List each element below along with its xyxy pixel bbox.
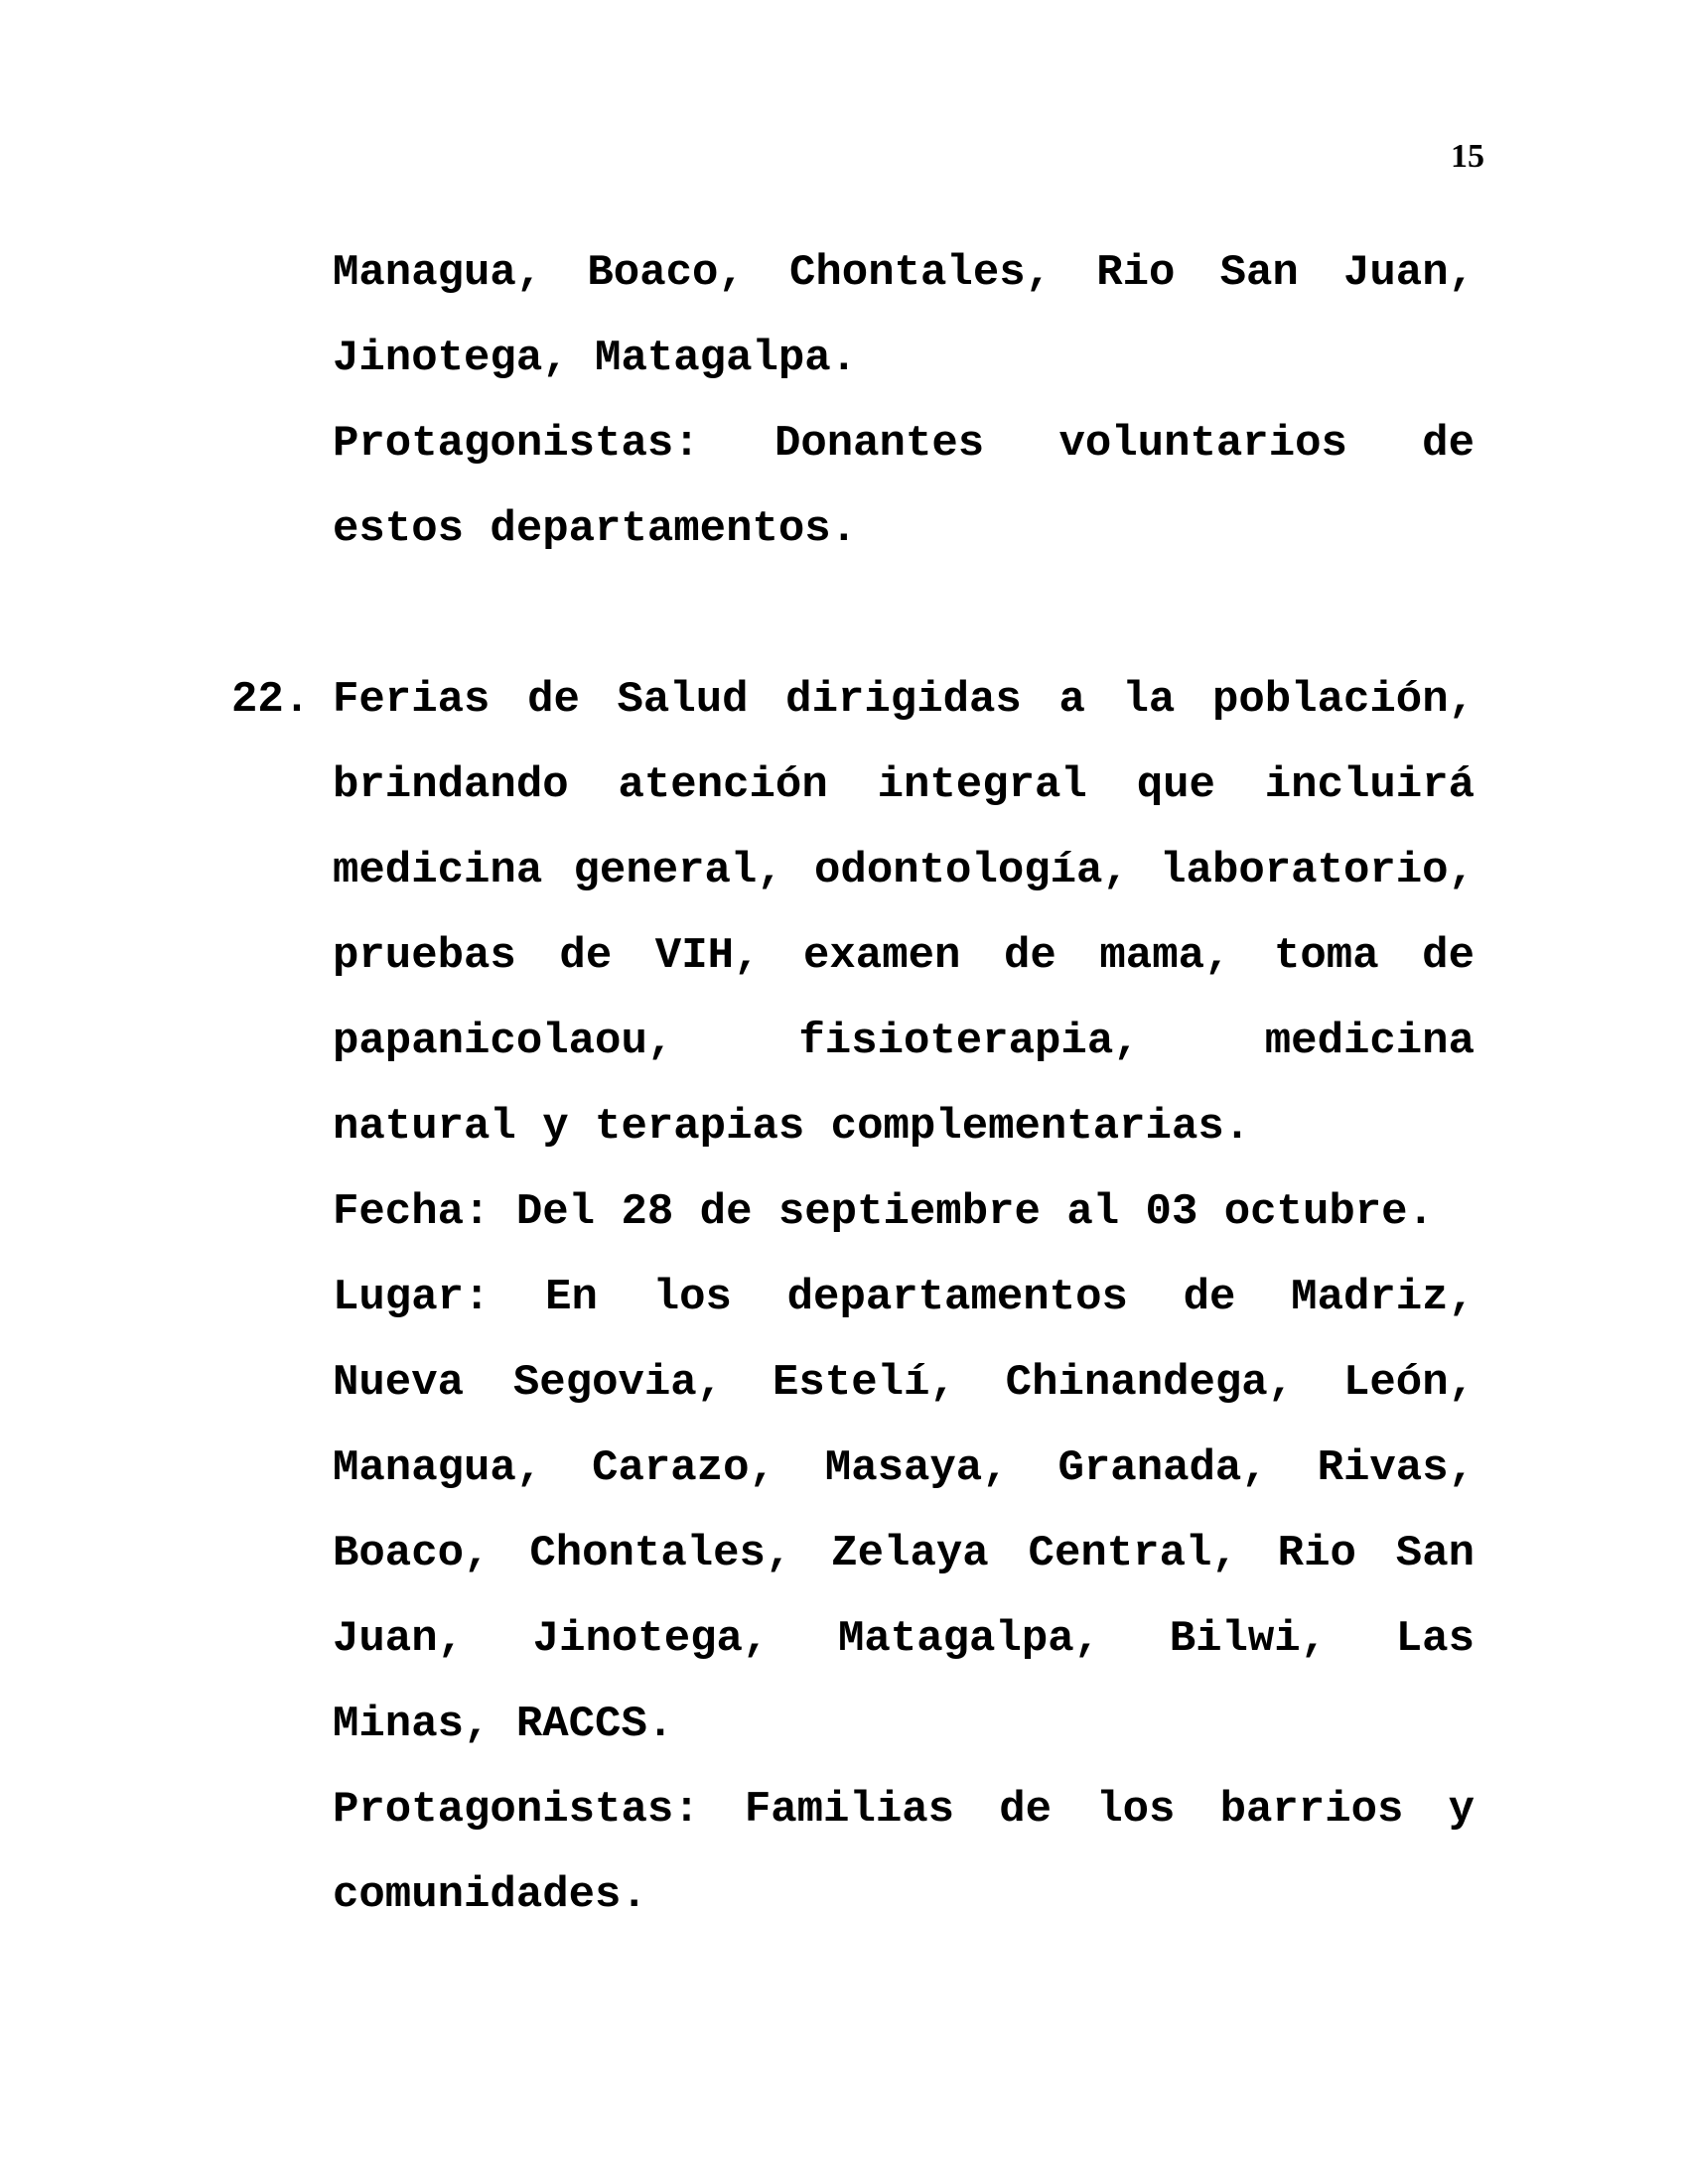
list-item-22	[231, 657, 1475, 1938]
item-protagonists: Protagonistas: Familias de los barrios y comunidades.	[333, 1785, 1475, 1920]
item-date: Fecha: Del 28 de septiembre al 03 octubre.	[333, 1187, 1434, 1237]
document-body	[231, 230, 1475, 1938]
paragraph-gap	[333, 572, 1475, 657]
item-place: Lugar: En los departamentos de Madriz, Nueva Segovia, Estelí, Chinandega, León, Managua, Carazo, Masaya, Granada, Rivas, Boaco, Chontales, Zelaya Central, Rio San Juan, Jinotega, Matagalpa, Bilwi, Las Minas, RACCS.	[333, 1273, 1475, 1749]
page-number: 15	[1451, 138, 1484, 175]
list-item-number: 22.	[231, 675, 311, 725]
item-description: Ferias de Salud dirigidas a la población, brindando atención integral que incluirá medicina general, odontología, laboratorio, pruebas de VIH, examen de mama, toma de papanicolaou, fisioterapia, medicina natural y terapias complementarias.	[333, 675, 1475, 1152]
continuation-places: Managua, Boaco, Chontales, Rio San Juan, Jinotega, Matagalpa.	[333, 248, 1475, 383]
continuation-protagonists: Protagonistas: Donantes voluntarios de estos departamentos.	[333, 419, 1475, 554]
